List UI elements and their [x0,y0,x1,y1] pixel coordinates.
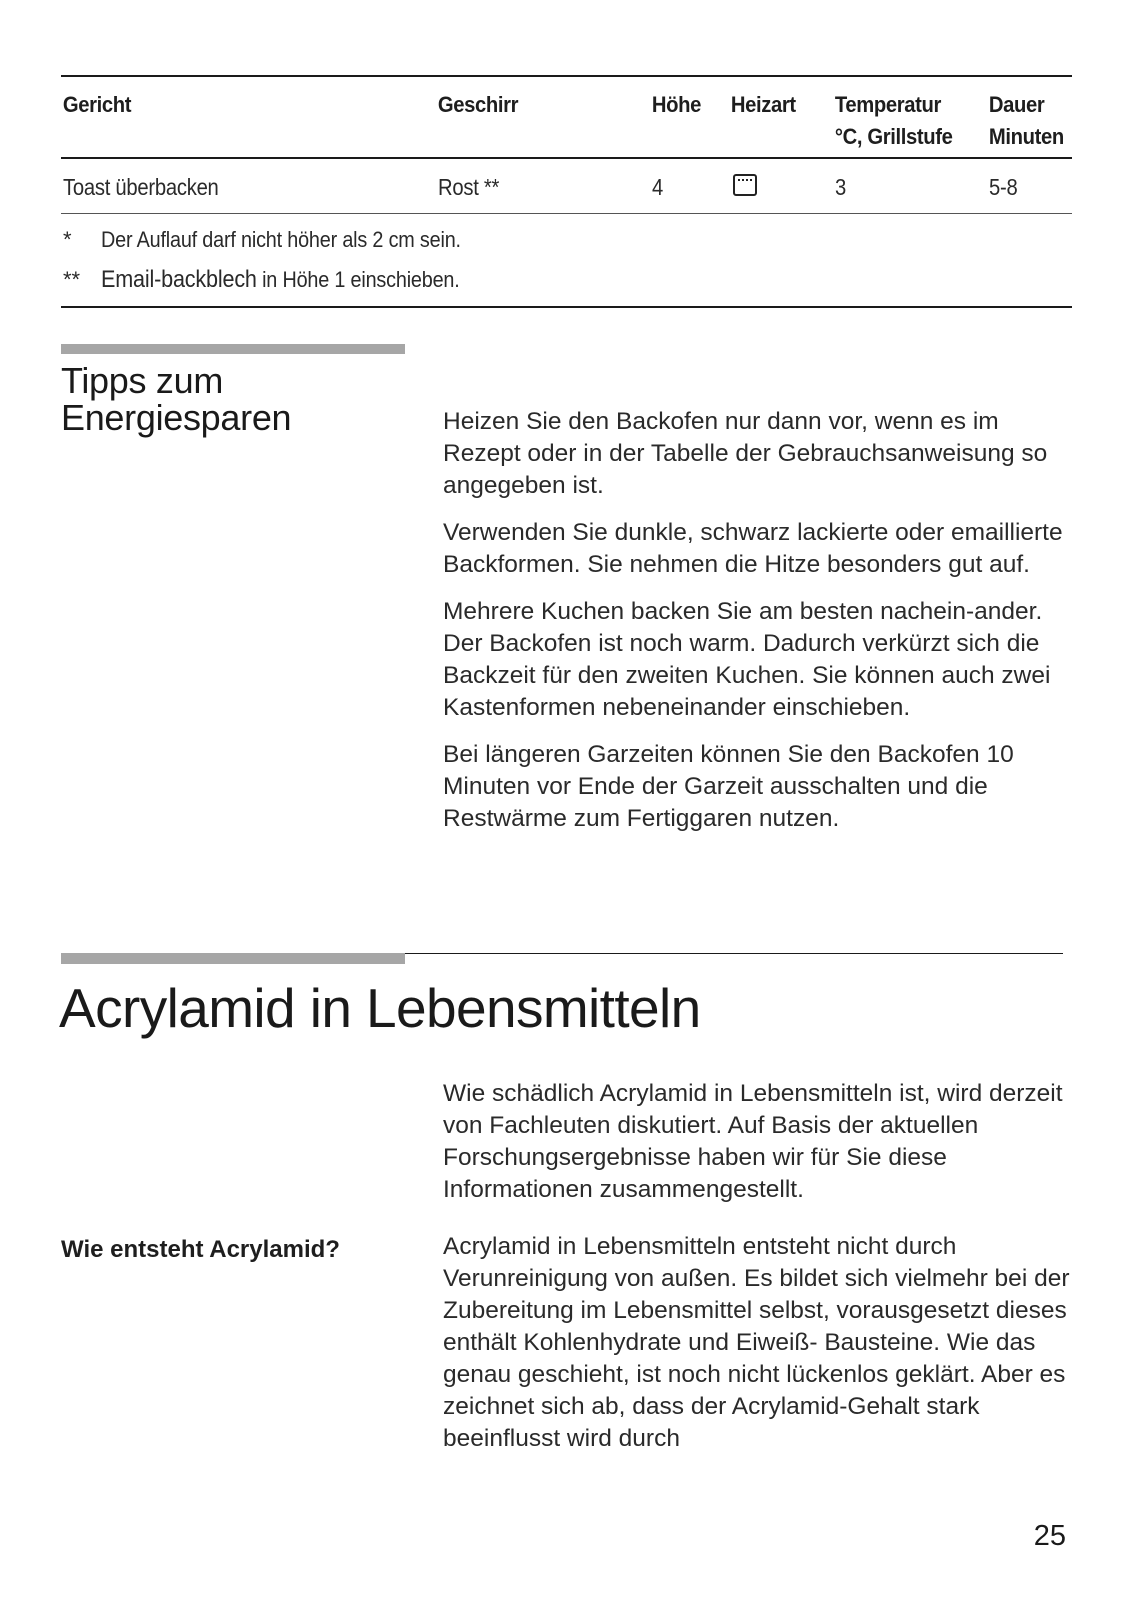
cell-geschirr-text: Rost ** [438,174,500,200]
cell-heizart [729,158,833,214]
footnote-2-mark: ** [63,267,81,292]
cell-temperatur-text: 3 [835,174,846,200]
cell-hoehe [650,158,729,214]
tipps-paragraph: Mehrere Kuchen backen Sie am besten nachein-ander. Der Backofen ist noch warm. Dadurch verkürzt sich die Backzeit für den zweiten Kuchen. Sie können auch zwei Kastenformen nebeneinander einschieben. [443,598,1051,721]
section-accent-bar [61,344,405,354]
oven-grill-icon [733,174,757,196]
cell-gericht [61,158,436,214]
header-temperatur [833,77,975,158]
tipps-body [443,406,1083,850]
chapter-rule [405,953,1063,954]
table-footnotes [61,214,1072,308]
header-dauer [987,77,1065,158]
tipps-paragraph: Heizen Sie den Backofen nur dann vor, wenn es im Rezept oder in der Tabelle der Gebrauchsanweisung so angegeben ist. [443,408,1048,499]
tipps-heading: Tipps zum Energiesparen [61,360,292,438]
footnote-1 [61,220,1072,260]
footnote-1-text: Der Auflauf darf nicht höher als 2 cm sein. [101,227,461,252]
footnote-2-text-b: in Höhe 1 einschieben. [256,267,460,292]
header-temperatur-line1: Temperatur [834,92,942,117]
cell-temperatur [833,158,987,214]
chapter-title: Acrylamid in Lebensmitteln [59,977,701,1039]
table-header-row [61,77,1072,158]
cell-dauer-text: 5-8 [989,174,1018,200]
header-gericht: Gericht [62,92,132,117]
page-number: 25 [1033,1520,1066,1552]
header-dauer-line2: Minuten [988,124,1064,149]
acrylamid-subheading: Wie entsteht Acrylamid? [61,1236,340,1263]
tipps-paragraph: Verwenden Sie dunkle, schwarz lackierte oder emaillierte Backformen. Sie nehmen die Hitze besonders gut auf. [443,519,1063,578]
cell-dauer [987,158,1072,214]
cell-gericht-text: Toast überbacken [63,174,219,200]
footnote-2-text [101,266,460,294]
footnote-2-text-a: Email-backblech [101,266,257,293]
tipps-paragraph: Bei längeren Garzeiten können Sie den Backofen 10 Minuten vor Ende der Garzeit ausschalten und die Restwärme zum Fertiggaren nutzen. [443,741,1014,832]
footnote-2 [61,260,1072,300]
acrylamid-intro [443,1078,1083,1221]
header-temperatur-line2: °C, Grillstufe [834,124,953,149]
footnote-1-mark: * [63,227,72,252]
header-dauer-line1: Dauer [988,92,1045,117]
header-geschirr: Geschirr [437,92,519,117]
acrylamid-intro-paragraph: Wie schädlich Acrylamid in Lebensmitteln ist, wird derzeit von Fachleuten diskutiert. Auf Basis der aktuellen Forschungsergebnisse haben wir für Sie diese Informationen zusammengestellt. [443,1080,1063,1203]
table-row [61,158,1072,214]
header-hoehe: Höhe [651,92,701,117]
chapter-accent-bar [61,953,405,964]
cooking-table-section [61,75,1072,308]
cooking-table [61,77,1072,214]
acrylamid-body-paragraph: Acrylamid in Lebensmitteln entsteht nicht durch Verunreinigung von außen. Es bildet sich vielmehr bei der Zubereitung im Lebensmittel selbst, vorausgesetzt dieses enthält Kohlenhydrate und Eiweiß- Bausteine. Wie das genau geschieht, ist noch nicht lückenlos geklärt. Aber es zeichnet sich ab, dass der Acrylamid-Gehalt stark beeinflusst wird durch [443,1233,1070,1452]
cell-hoehe-text: 4 [652,174,663,200]
cell-geschirr [436,158,650,214]
header-heizart: Heizart [730,92,796,117]
acrylamid-body [443,1231,1083,1470]
